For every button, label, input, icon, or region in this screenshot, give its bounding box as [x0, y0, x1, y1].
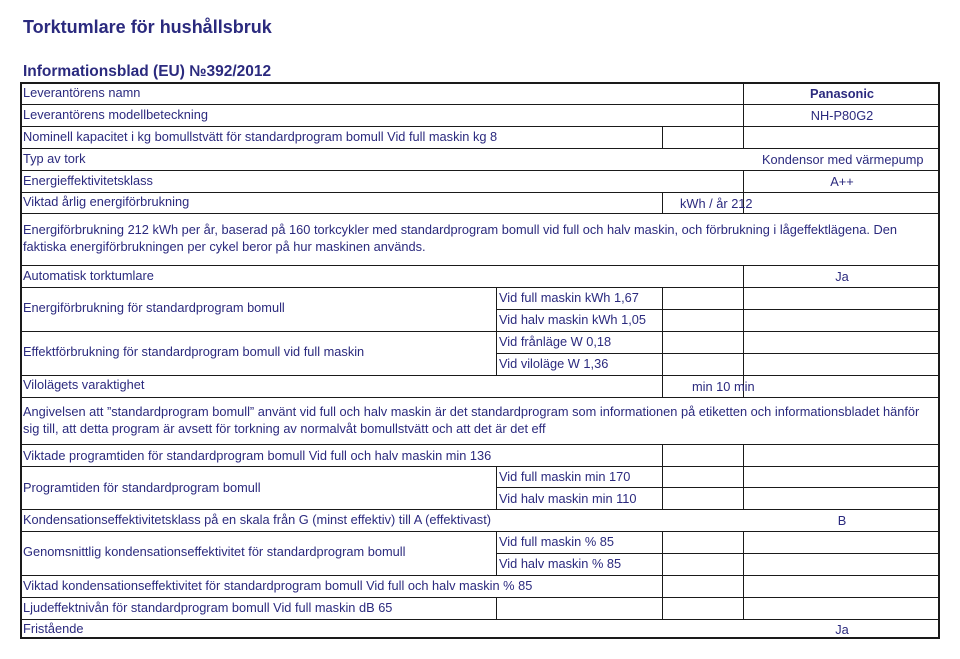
model-label: Leverantörens modellbeteckning [23, 107, 208, 122]
condensation-full: Vid full maskin % 85 [499, 534, 614, 549]
document-subtitle: Informationsblad (EU) №392/2012 [23, 63, 272, 80]
energy-class-label: Energieffektivitetsklass [23, 173, 153, 188]
dryer-type-label: Typ av tork [23, 151, 86, 166]
annual-energy-label: Viktad årlig energiförbrukning [23, 194, 190, 209]
capacity-label: Nominell kapacitet i kg bomullstvätt för standardprogram bomull Vid full maskin kg 8 [23, 129, 498, 144]
condensation-half: Vid halv maskin % 85 [499, 556, 622, 571]
supplier-label: Leverantörens namn [23, 85, 141, 100]
average-condensation-label: Genomsnittlig kondensationseffektivitet för standardprogram bomull [23, 544, 406, 559]
freestanding-label: Fristående [23, 621, 84, 636]
energy-full-load: Vid full maskin kWh 1,67 [499, 290, 639, 305]
condensation-class-value: B [837, 513, 847, 528]
weighted-condensation-label: Viktad kondensationseffektivitet för standardprogram bomull Vid full och halv maskin % 85 [23, 578, 533, 593]
supplier-value: Panasonic [809, 86, 874, 101]
standard-program-note: Angivelsen att ”standardprogram bomull” använt vid full och halv maskin är det standardprogram som informationen på etiketten och informationsbladet hänför sig till, att detta program är avsett för torkning av normalvåt bomullstvätt och att det är det eff [23, 404, 920, 436]
model-value: NH-P80G2 [810, 108, 874, 123]
energy-consumption-label: Energiförbrukning för standardprogram bomull [23, 300, 285, 315]
annual-energy-note: Energiförbrukning 212 kWh per år, baserad på 160 torkcykler med standardprogram bomull vid full och halv maskin, och förbrukning i lågeffektlägena. Den faktiska energiförbrukningen per cykel beror på hur maskinen används. [23, 222, 897, 254]
power-idle-mode: Vid viloläge W 1,36 [499, 356, 609, 371]
program-time-full: Vid full maskin min 170 [499, 469, 631, 484]
document-title: Torktumlare för hushållsbruk [23, 17, 272, 37]
idle-duration-value: min 10 min [692, 379, 755, 394]
automatic-dryer-value: Ja [835, 269, 849, 284]
weighted-program-time-label: Viktade programtiden för standardprogram bomull Vid full och halv maskin min 136 [23, 448, 492, 463]
condensation-class-label: Kondensationseffektivitetsklass på en skala från G (minst effektiv) till A (effektivast) [23, 512, 492, 527]
power-off-mode: Vid frånläge W 0,18 [499, 334, 612, 349]
program-time-half: Vid halv maskin min 110 [499, 491, 637, 506]
noise-level-label: Ljudeffektnivån för standardprogram bomull Vid full maskin dB 65 [23, 600, 393, 615]
idle-duration-label: Vilolägets varaktighet [23, 377, 145, 392]
energy-class-value: A++ [830, 174, 854, 189]
energy-half-load: Vid halv maskin kWh 1,05 [499, 312, 646, 327]
automatic-dryer-label: Automatisk torktumlare [23, 268, 154, 283]
power-consumption-label: Effektförbrukning för standardprogram bomull vid full maskin [23, 344, 365, 359]
dryer-type-value: Kondensor med värmepump [762, 152, 924, 167]
freestanding-value: Ja [835, 622, 849, 637]
information-sheet-table [20, 82, 942, 639]
program-time-label: Programtiden för standardprogram bomull [23, 480, 261, 495]
annual-energy-value: kWh / år 212 [680, 196, 753, 211]
